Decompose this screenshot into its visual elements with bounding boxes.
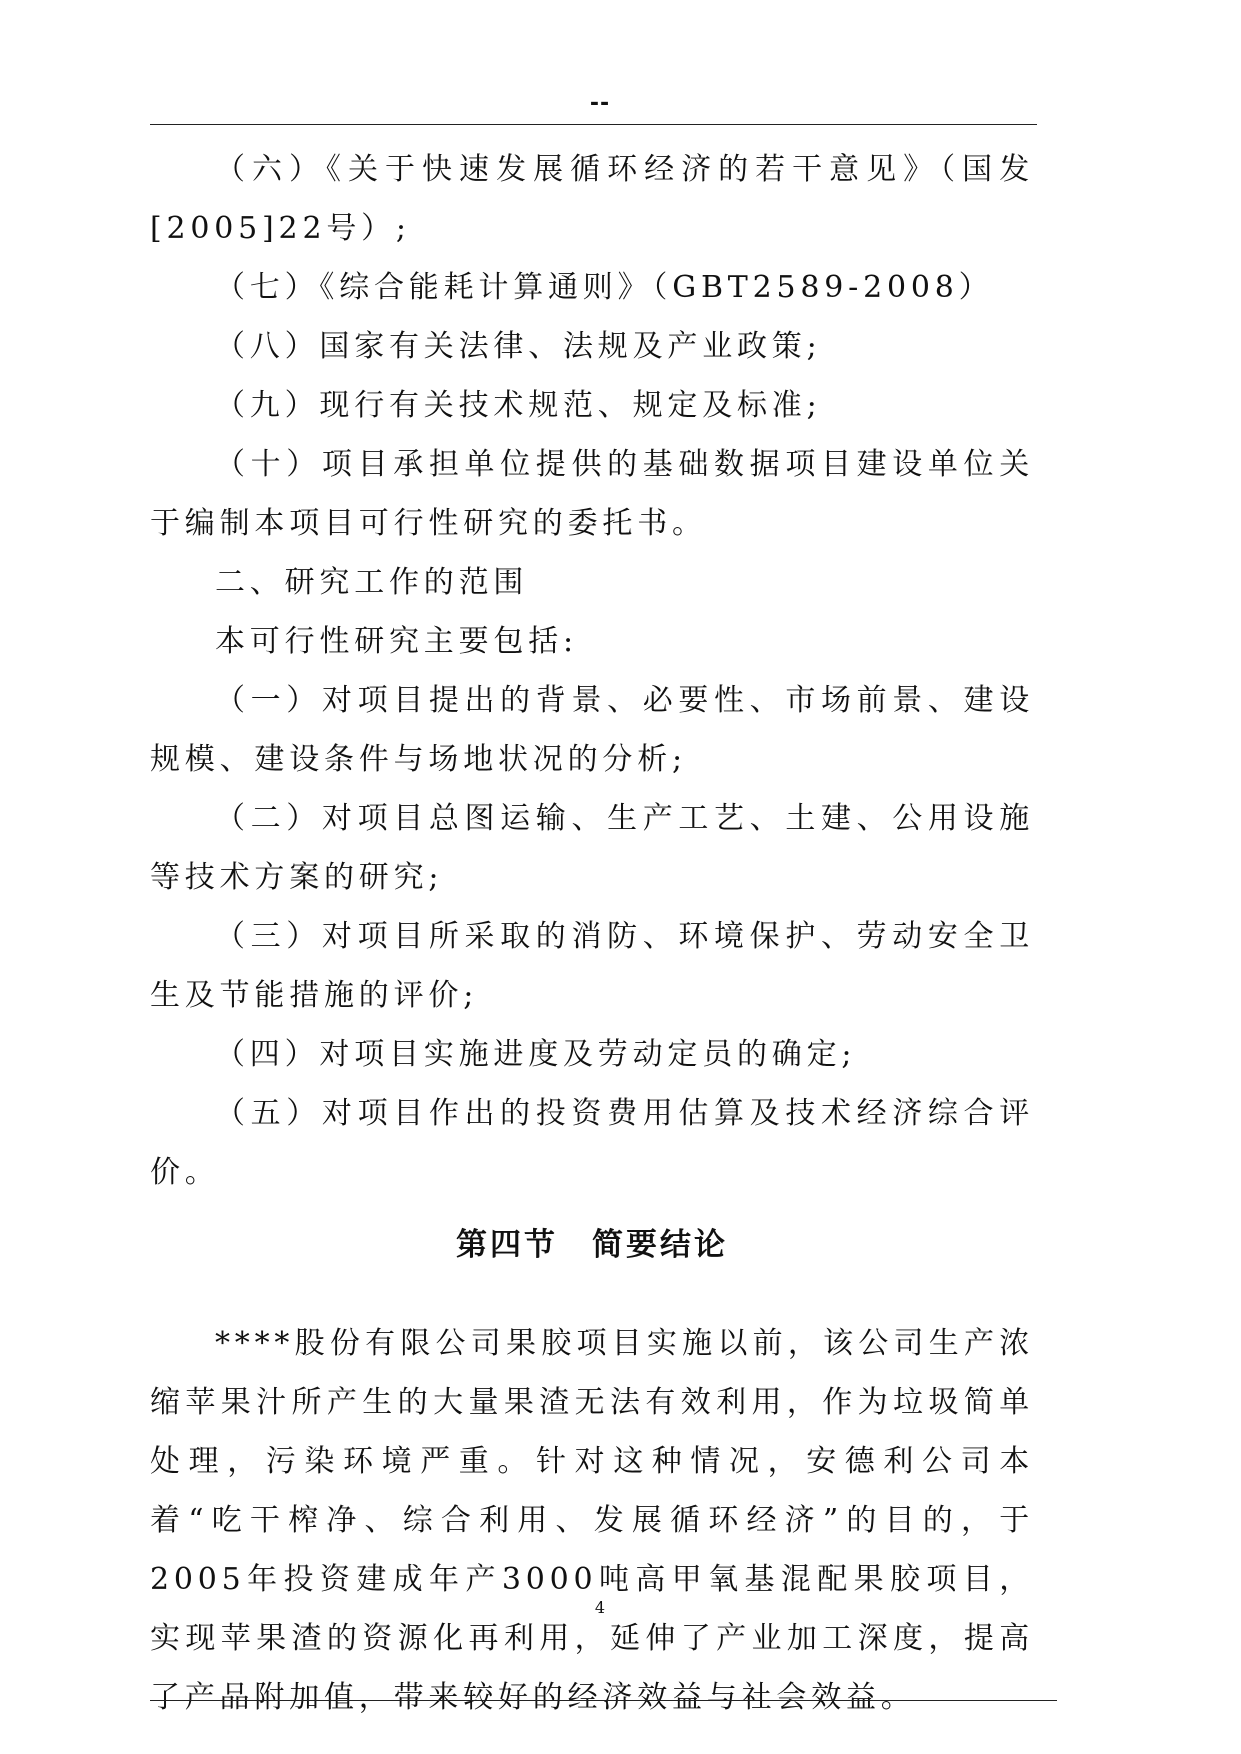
scope-intro: 本可行性研究主要包括:: [215, 624, 578, 659]
section-heading: 第四节 简要结论: [456, 1227, 728, 1263]
scope-item-three: （三）对项目所采取的消防、环境保护、劳动安全卫生及节能措施的评价;: [150, 919, 1034, 1013]
scope-item-five: （五）对项目作出的投资费用估算及技术经济综合评价。: [150, 1096, 1034, 1190]
scope-subheading: 二、研究工作的范围: [215, 565, 529, 600]
header-divider: [150, 124, 1037, 125]
basis-item-six: （六）《关于快速发展循环经济的若干意见》（国发[2005]22号）;: [150, 152, 1034, 246]
heading-spacing: [150, 1288, 1034, 1314]
scope-item-two: （二）对项目总图运输、生产工艺、土建、公用设施等技术方案的研究;: [150, 801, 1034, 895]
scope-item-one: （一）对项目提出的背景、必要性、市场前景、建设规模、建设条件与场地状况的分析;: [150, 683, 1034, 777]
basis-item-seven: （七）《综合能耗计算通则》（GBT2589-2008）: [215, 270, 994, 305]
basis-item-eight: （八）国家有关法律、法规及产业政策;: [215, 329, 822, 364]
basis-item-ten: （十）项目承担单位提供的基础数据项目建设单位关于编制本项目可行性研究的委托书。: [150, 447, 1034, 541]
conclusion-paragraph: ****股份有限公司果胶项目实施以前，该公司生产浓缩苹果汁所产生的大量果渣无法有效利用，作为垃圾简单处理，污染环境严重。针对这种情况，安德利公司本着“吃干榨净、综合利用、发展循环经济”的目的，于2005年投资建成年产3000吨高甲氧基混配果胶项目，实现苹果渣的资源化再利用，延伸了产业加工深度，提高了产品附加值，带来较好的经济效益与社会效益。: [150, 1326, 1034, 1715]
page-number: 4: [594, 1598, 606, 1617]
page-body: [150, 140, 1034, 1727]
page-header-mark: --: [589, 91, 611, 116]
scope-item-four: （四）对项目实施进度及劳动定员的确定;: [215, 1037, 857, 1072]
basis-item-nine: （九）现行有关技术规范、规定及标准;: [215, 388, 822, 423]
footer-divider: [150, 1700, 1057, 1701]
